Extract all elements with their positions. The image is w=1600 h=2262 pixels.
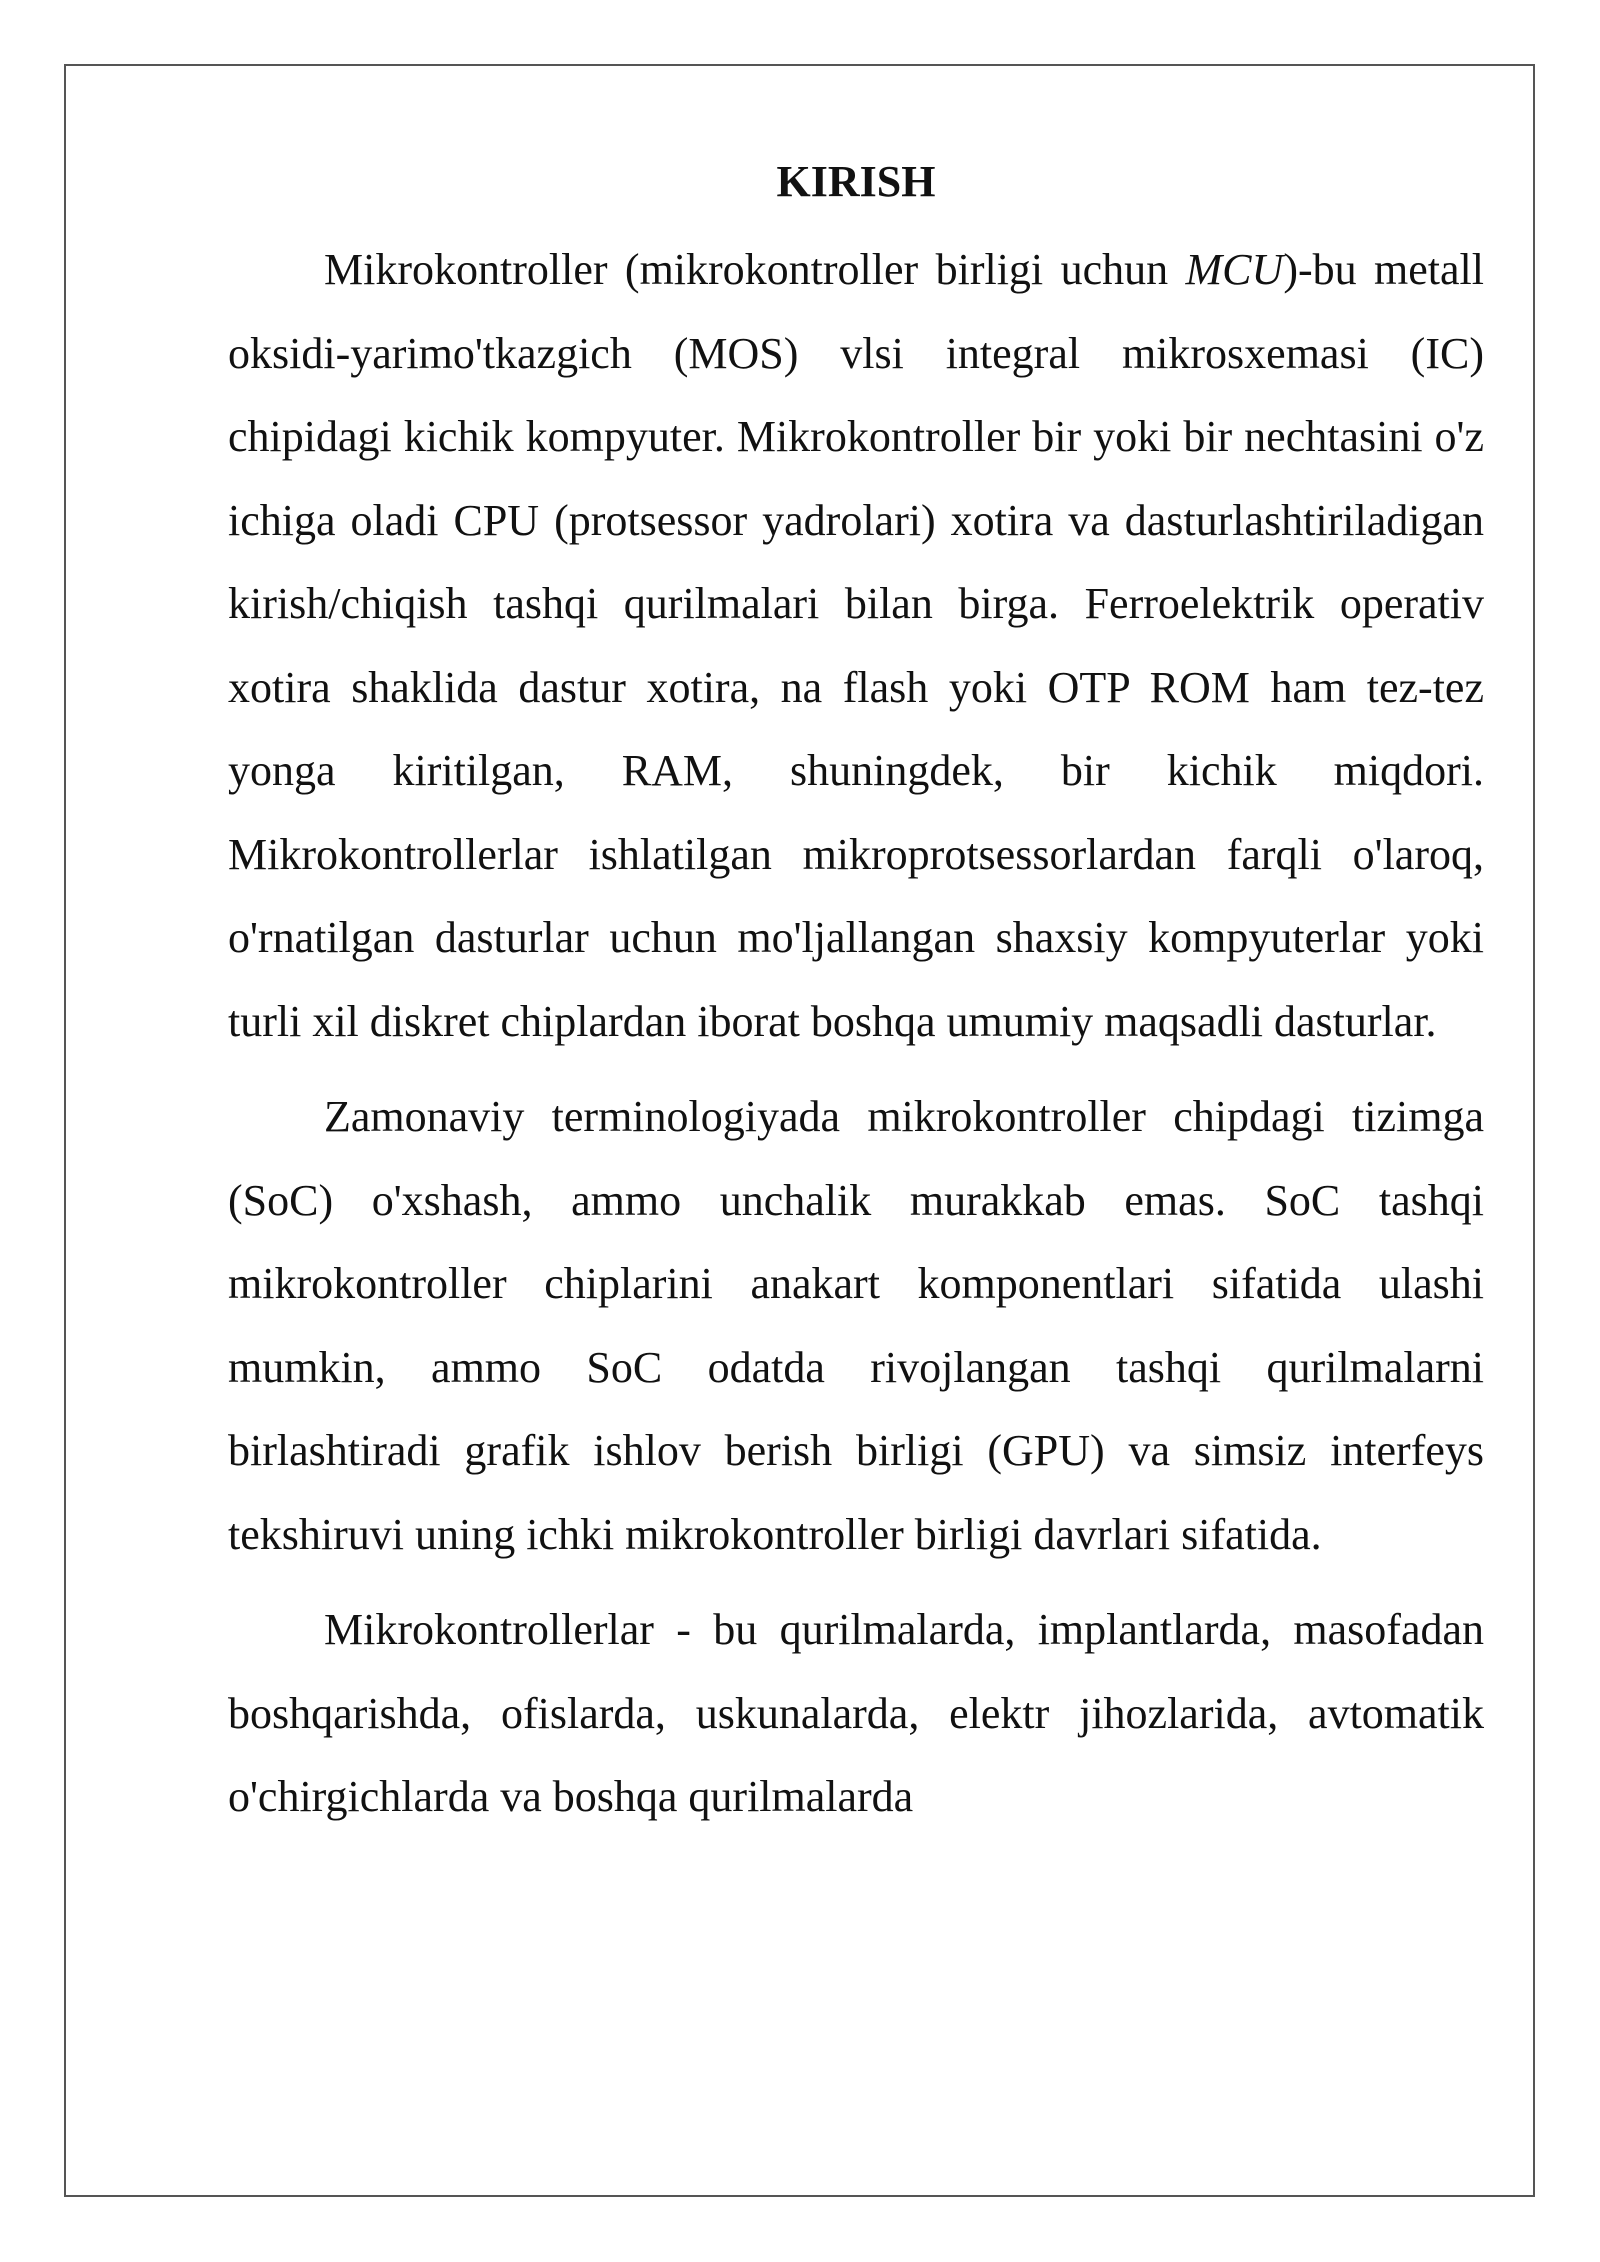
paragraph-3: Mikrokontrollerlar - bu qurilmalarda, implantlarda, masofadan boshqarishda, ofislarda, uskunalarda, elektr jihozlarida, avtomatik o'chirgichlarda va boshqa qurilmalarda <box>228 1605 1484 1821</box>
paragraph-1-emphasis: MCU <box>1185 245 1284 294</box>
document-title: KIRISH <box>776 157 936 206</box>
paragraph-1-text-end: )-bu metall oksidi-yarimo'tkazgich (MOS) vlsi integral mikrosxemasi (IC) chipidagi kichik kompyuter. Mikrokontroller bir yoki bir nechtasini o'z ichiga oladi CPU (protsessor yadrolari) xotira va dasturlashtiriladigan kirish/chiqish tashqi qurilmalari bilan birga. Ferroelektrik operativ xotira shaklida dastur xotira, na flash yoki OTP ROM ham tez-tez yonga kiritilgan, RAM, shuningdek, bir kichik miqdori. Mikrokontrollerlar ishlatilgan mikroprotsessorlardan farqli o'laroq, o'rnatilgan dasturlar uchun mo'ljallangan shaxsiy kompyuterlar yoki turli xil diskret chiplardan iborat boshqa umumiy maqsadli dasturlar. <box>228 245 1484 1046</box>
paragraph-2: Zamonaviy terminologiyada mikrokontroller chipdagi tizimga (SoC) o'xshash, ammo unchalik murakkab emas. SoC tashqi mikrokontroller chiplarini anakart komponentlari sifatida ulashi mumkin, ammo SoC odatda rivojlangan tashqi qurilmalarni birlashtiradi grafik ishlov berish birligi (GPU) va simsiz interfeys tekshiruvi uning ichki mikrokontroller birligi davrlari sifatida. <box>228 1092 1484 1559</box>
document-body <box>228 150 1484 1851</box>
paragraph-1-text-start: Mikrokontroller (mikrokontroller birligi uchun <box>324 245 1186 294</box>
paragraph-1 <box>228 228 1484 1063</box>
